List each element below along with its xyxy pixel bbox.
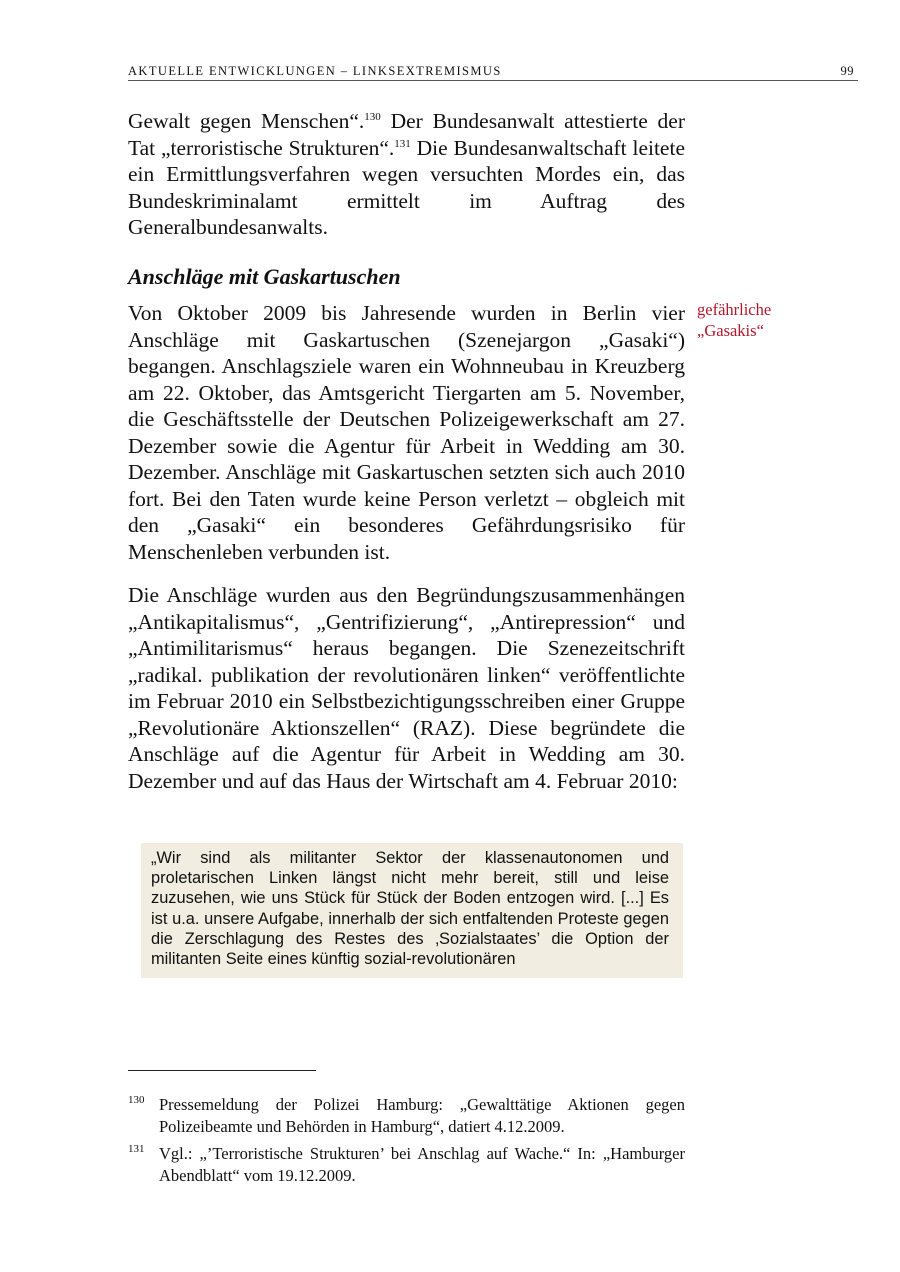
footnote-text: Pressemeldung der Polizei Hamburg: „Gewalttätige Aktionen gegen Polizeibeamte und Behörden in Hamburg“, datiert 4.12.2009. <box>159 1095 685 1136</box>
footnote-divider <box>128 1070 316 1071</box>
footnote-number: 130 <box>128 1094 145 1106</box>
paragraph-2-text: Von Oktober 2009 bis Jahresende wurden in Berlin vier Anschläge mit Gaskartuschen (Szenejargon „Gasaki“) begangen. Anschlagsziele waren ein Wohnneubau in Kreuzberg am 22. Oktober, das Amtsgericht Tiergarten am 5. November, die Geschäftsstelle der Deutschen Polizeigewerkschaft am 27. Dezember sowie die Agentur für Arbeit in Wedding am 30. Dezember. Anschläge mit Gaskartuschen setzten sich auch 2010 fort. Bei den Taten wurde keine Person verletzt – obgleich mit den „Gasaki“ ein besonderes Gefährdungsrisiko für Menschenleben verbunden ist. <box>128 301 685 564</box>
paragraph-1 <box>128 108 685 241</box>
paragraph-2 <box>128 300 685 565</box>
footnote-text: Vgl.: „’Terroristische Strukturen’ bei Anschlag auf Wache.“ In: „Hamburger Abendblatt“ vom 19.12.2009. <box>159 1144 685 1185</box>
page-number: 99 <box>840 64 854 78</box>
paragraph-3-text: Die Anschläge wurden aus den Begründungszusammenhängen „Antikapitalismus“, „Gentrifizierung“, „Antirepression“ und „Antimilitarismus“ heraus begangen. Die Szenezeitschrift „radikal. publikation der revolutionären linken“ veröffentlichte im Februar 2010 ein Selbstbezichtigungsschreiben einer Gruppe „Revolutionäre Aktionszellen“ (RAZ). Diese begründete die Anschläge auf die Agentur für Arbeit in Wedding am 30. Dezember und auf das Haus der Wirtschaft am 4. Februar 2010: <box>128 583 685 793</box>
paragraph-1-text-c: Die Bundesanwaltschaft leitete ein Ermittlungsverfahren wegen versuchten Mordes ein, das Bundeskriminalamt ermittelt im Auftrag des Generalbundesanwalts. <box>128 135 685 239</box>
paragraph-1-text-b: Der Bundesanwalt attestierte der Tat „terroristische Strukturen“. <box>128 109 685 160</box>
block-quote: „Wir sind als militanter Sektor der klassenautonomen und proletarischen Linken längst nicht mehr bereit, still und leise zuzusehen, wie uns Stück für Stück der Boden entzogen wird. [...] Es ist u.a. unsere Aufgabe, innerhalb der sich entfaltenden Proteste gegen die Zerschlagung des Restes des ‚Sozialstaates’ die Option der militanten Seite eines künftig sozial-revolutionären <box>141 843 683 978</box>
footnote-131 <box>128 1143 685 1186</box>
margin-note-line-2: „Gasakis“ <box>697 321 764 340</box>
running-header-title: AKTUELLE ENTWICKLUNGEN – LINKSEXTREMISMUS <box>128 64 502 78</box>
footnote-ref-130[interactable]: 130 <box>364 111 381 123</box>
footnote-130 <box>128 1094 685 1137</box>
margin-note-line-1: gefährliche <box>697 300 772 319</box>
paragraph-3 <box>128 582 685 794</box>
footnote-number: 131 <box>128 1143 145 1155</box>
running-header <box>128 62 858 81</box>
margin-note <box>697 299 807 341</box>
footnote-ref-131[interactable]: 131 <box>394 137 411 150</box>
paragraph-1-text-a: Gewalt gegen Menschen“. <box>128 109 365 133</box>
section-heading: Anschläge mit Gaskartuschen <box>128 264 401 289</box>
